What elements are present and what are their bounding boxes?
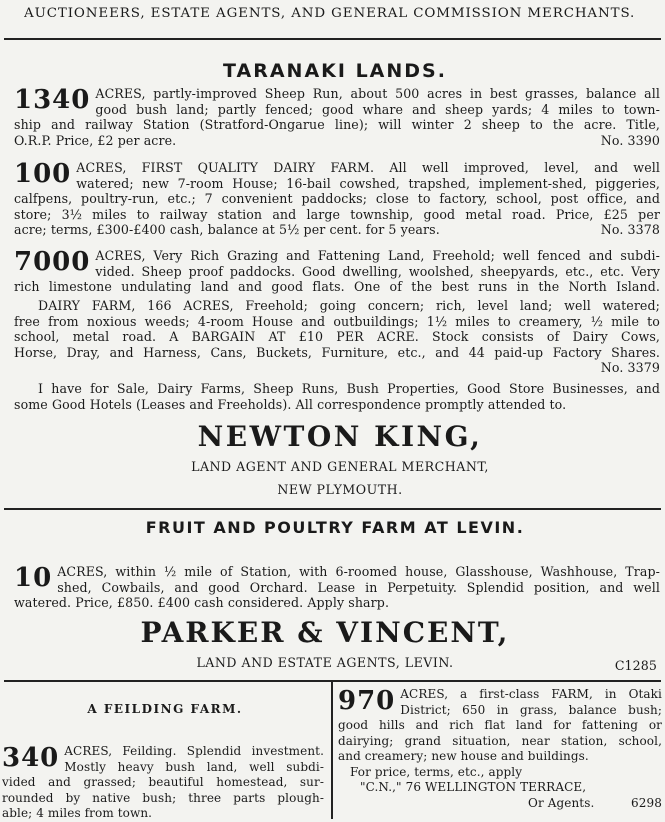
ad-line: For price, terms, etc., apply bbox=[350, 764, 523, 779]
ad-ref: C1285 bbox=[614, 658, 657, 673]
ad-line: ship and railway Station (Stratford-Ongarue line); will winter 2 sheep to the acre. Title, bbox=[14, 117, 660, 132]
ad-line: O.R.P. Price, £2 per acre. bbox=[14, 132, 177, 148]
ad-line: school, metal road. A BARGAIN AT £10 PER ACRE. Stock consists of Dairy Cows, bbox=[14, 329, 660, 344]
ad-line: ACRES, a first-class FARM, in Otaki bbox=[400, 687, 662, 701]
ad-number: 10 bbox=[14, 563, 53, 593]
feilding-heading: A FEILDING FARM. bbox=[87, 702, 243, 716]
ad-line: dairying; grand situation, near station, school, bbox=[338, 733, 662, 748]
contact-agents-text: Or Agents. bbox=[528, 795, 595, 810]
dairy-farm-166-acres bbox=[14, 298, 660, 376]
ad-line: shed, Cowbails, and good Orchard. Lease in Perpetuity. Splendid position, and well bbox=[57, 579, 660, 595]
ad-line: rounded by native bush; three parts plough- bbox=[2, 790, 324, 805]
ad-1340-acres bbox=[14, 86, 660, 148]
ad-line: good bush land; partly fenced; good whare and sheep yards; 4 miles to town- bbox=[95, 101, 660, 117]
closing-text bbox=[14, 381, 660, 412]
ad-line: store; 3½ miles to railway station and large township, good metal road. Price, £25 per bbox=[14, 206, 660, 222]
ad-line: ACRES, Feilding. Splendid investment. bbox=[64, 744, 324, 758]
ad-340-acres bbox=[2, 744, 324, 822]
ad-ref: 6298 bbox=[631, 795, 662, 810]
ad-number: 1340 bbox=[14, 85, 91, 115]
ad-number: 7000 bbox=[14, 247, 91, 277]
ad-line: ACRES, FIRST QUALITY DAIRY FARM. All well improved, level, and well bbox=[76, 160, 660, 175]
agent-name-newton-king: NEWTON KING, bbox=[197, 420, 483, 453]
ad-970-acres bbox=[338, 687, 662, 811]
column-rule bbox=[331, 680, 333, 819]
ad-number: 100 bbox=[14, 159, 72, 189]
closing-line: some Good Hotels (Leases and Freeholds). All correspondence promptly attended to. bbox=[14, 396, 567, 412]
agent-name-parker-vincent: PARKER & VINCENT, bbox=[140, 616, 510, 649]
ad-line: watered; new 7-room House; 16-bail cowshed, trapshed, implement-shed, piggeries, bbox=[76, 175, 660, 191]
section-rule bbox=[4, 508, 661, 510]
ad-line: Horse, Dray, and Harness, Cans, Buckets, Furniture, etc., and 44 paid-up Factory Shares. bbox=[14, 344, 660, 360]
levin-heading: FRUIT AND POULTRY FARM AT LEVIN. bbox=[145, 518, 525, 537]
ad-line: calfpens, poultry-run, etc.; 7 convenient paddocks; close to factory, school, post office, and bbox=[14, 191, 660, 206]
ad-line: rich limestone undulating land and good flats. One of the best runs in the North Island. bbox=[14, 279, 660, 294]
ad-ref: No. 3379 bbox=[600, 360, 660, 375]
ad-line: ACRES, Very Rich Grazing and Fattening Land, Freehold; well fenced and subdi- bbox=[95, 248, 660, 263]
ad-line: watered. Price, £850. £400 cash considered. Apply sharp. bbox=[14, 595, 390, 610]
contact-agents bbox=[338, 796, 662, 812]
ad-line: vided. Sheep proof paddocks. Good dwelling, woolshed, sheepyards, etc., etc. Very bbox=[95, 263, 660, 279]
ad-line: free from noxious weeds; 4-room House and outbuildings; 1½ miles to creamery, ½ mile to bbox=[14, 313, 660, 329]
ad-line: vided and grassed; beautiful homestead, sur- bbox=[2, 775, 324, 789]
closing-line: I have for Sale, Dairy Farms, Sheep Runs, Bush Properties, Good Store Businesses, and bbox=[38, 381, 660, 396]
ad-number: 970 bbox=[338, 686, 396, 716]
ad-line: Mostly heavy bush land, well subdi- bbox=[64, 759, 324, 774]
masthead: AUCTIONEERS, ESTATE AGENTS, AND GENERAL COMMISSION MERCHANTS. bbox=[24, 6, 636, 21]
contact-address: "C.N.," 76 WELLINGTON TERRACE, bbox=[360, 780, 587, 794]
ad-10-acres-levin bbox=[14, 564, 660, 611]
ad-line: DAIRY FARM, 166 ACRES, Freehold; going concern; rich, level land; well watered; bbox=[38, 298, 660, 313]
ad-100-acres bbox=[14, 160, 660, 238]
ad-line: acre; terms, £300-£400 cash, balance at 5½ per cent. for 5 years. bbox=[14, 222, 440, 237]
ad-line: good hills and rich flat land for fattening or bbox=[338, 718, 662, 732]
masthead-rule bbox=[4, 38, 661, 40]
ad-line: ACRES, within ½ mile of Station, with 6-roomed house, Glasshouse, Washhouse, Trap- bbox=[57, 564, 660, 579]
agent-title: LAND AGENT AND GENERAL MERCHANT, bbox=[191, 459, 489, 474]
ad-line: ACRES, partly-improved Sheep Run, about 500 acres in best grasses, balance all bbox=[95, 86, 660, 101]
ad-line: District; 650 in grass, balance bush; bbox=[400, 702, 662, 717]
agent-place: NEW PLYMOUTH. bbox=[277, 482, 403, 497]
ad-line: and creamery; new house and buildings. bbox=[338, 749, 589, 763]
agent-title: LAND AND ESTATE AGENTS, LEVIN. bbox=[196, 655, 454, 670]
ad-number: 340 bbox=[2, 743, 60, 773]
ad-7000-acres bbox=[14, 248, 660, 295]
ad-line: able; 4 miles from town. bbox=[2, 806, 153, 820]
ad-ref: No. 3390 bbox=[600, 132, 660, 148]
ad-ref: No. 3378 bbox=[600, 222, 660, 237]
taranaki-heading: TARANAKI LANDS. bbox=[223, 60, 447, 82]
